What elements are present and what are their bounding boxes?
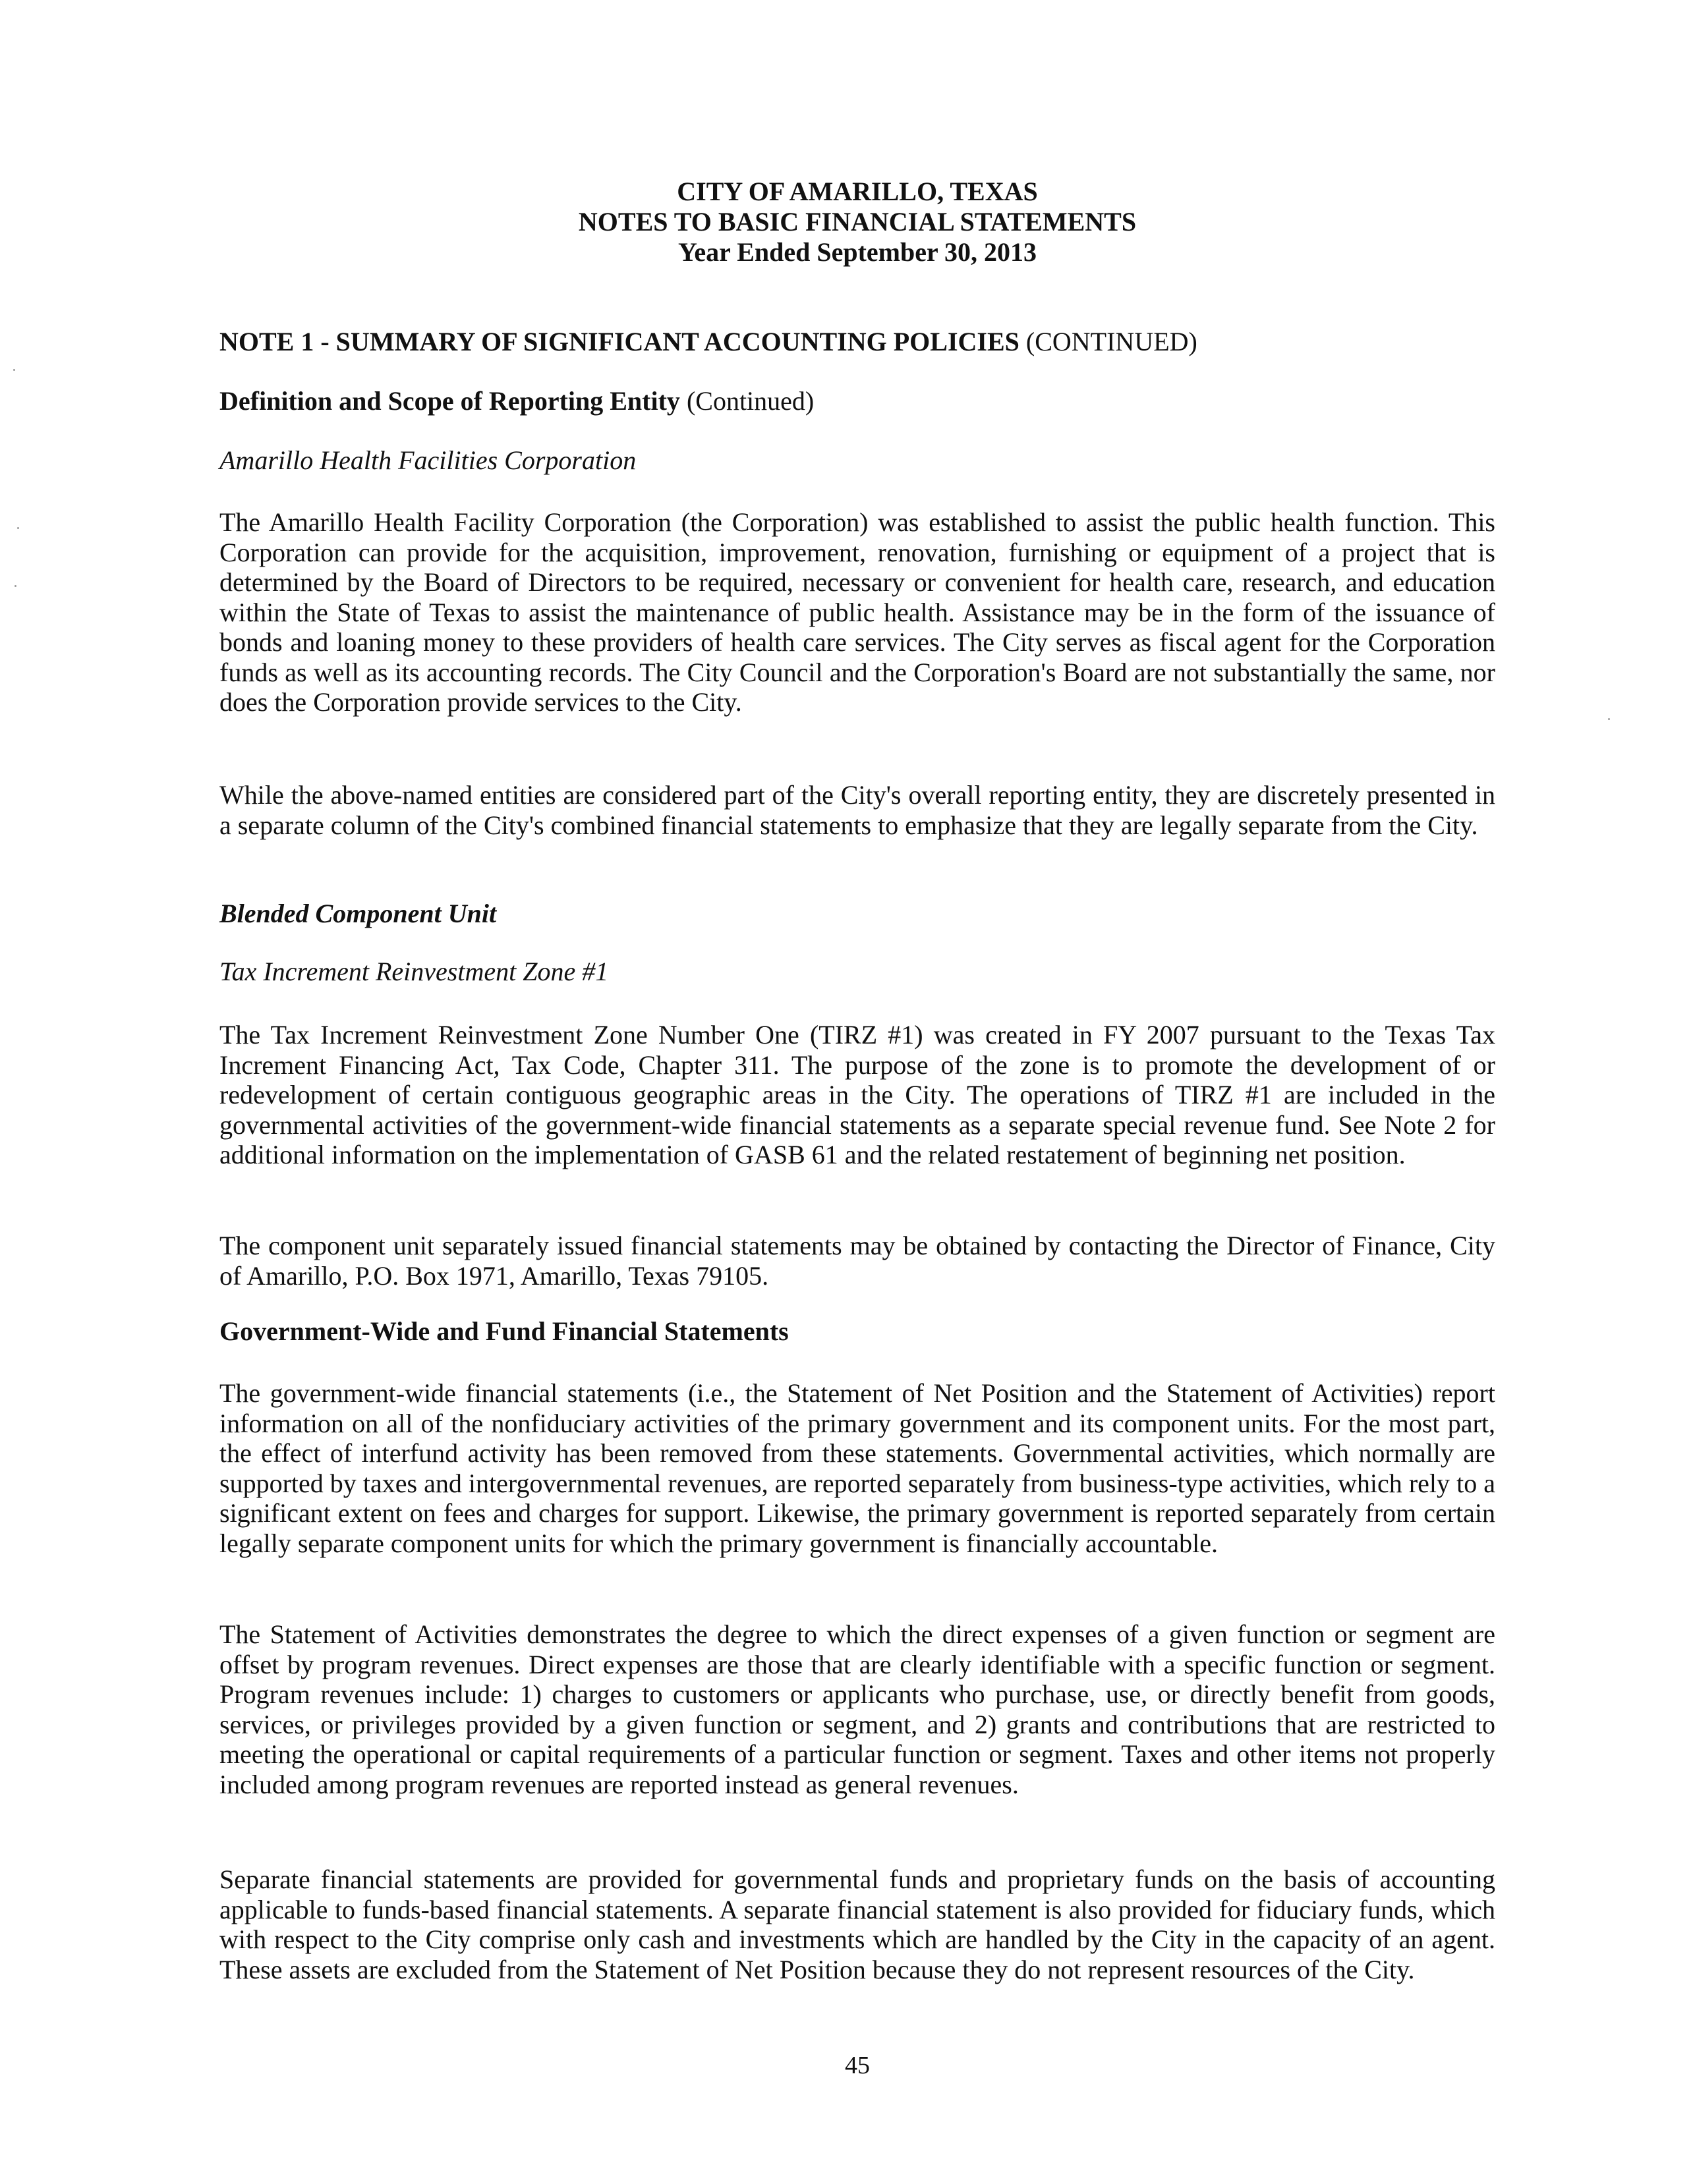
paragraph-separate-statements: Separate financial statements are provided for governmental funds and proprietary funds on the basis of accounting applicable to funds-based financial statements. A separate financial statement is also provided for fiduciary funds, which with respect to the City comprise only cash and investments which are handled by the City in the capacity of an agent. These assets are excluded from the Statement of Net Position because they do not represent resources of the City. <box>219 1864 1495 1984</box>
paragraph-tirz: The Tax Increment Reinvestment Zone Number One (TIRZ #1) was created in FY 2007 pursuant to the Texas Tax Increment Financing Act, Tax Code, Chapter 311. The purpose of the zone is to promote the development of or redevelopment of certain contiguous geographic areas in the City. The operations of TIRZ #1 are included in the governmental activities of the government-wide financial statements as a separate special revenue fund. See Note 2 for additional information on the implementation of GASB 61 and the related restatement of beginning net position. <box>219 1020 1495 1169</box>
definition-heading-continued: (Continued) <box>686 386 815 416</box>
scan-speck <box>1608 718 1610 720</box>
tirz-heading: Tax Increment Reinvestment Zone #1 <box>219 957 609 986</box>
definition-heading <box>219 386 814 416</box>
note-title-continued: (CONTINUED) <box>1025 327 1197 356</box>
note-title <box>219 327 1197 357</box>
blended-component-heading: Blended Component Unit <box>219 899 497 928</box>
header-notes: NOTES TO BASIC FINANCIAL STATEMENTS <box>578 207 1137 237</box>
government-wide-heading-bold: Government-Wide and Fund Financial Statements <box>219 1316 789 1346</box>
paragraph-government-wide: The government-wide financial statements (i.e., the Statement of Net Position and the Statement of Activities) report information on all of the nonfiduciary activities of the primary government and its component units. For the most part, the effect of interfund activity has been removed from these statements. Governmental activities, which normally are supported by taxes and intergovernmental revenues, are reported separately from business-type activities, which rely to a significant extent on fees and charges for support. Likewise, the primary government is reported separately from certain legally separate component units for which the primary government is financially accountable. <box>219 1378 1495 1558</box>
scan-speck <box>14 585 16 587</box>
document-header <box>219 177 1495 267</box>
paragraph-discrete-presentation: While the above-named entities are considered part of the City's overall reporting entity, they are discretely presented in a separate column of the City's combined financial statements to emphasize that they are legally separate from the City. <box>219 780 1495 840</box>
government-wide-heading <box>219 1316 789 1347</box>
header-city: CITY OF AMARILLO, TEXAS <box>677 177 1038 206</box>
scan-speck <box>13 369 15 371</box>
note-title-bold: NOTE 1 - SUMMARY OF SIGNIFICANT ACCOUNTING POLICIES <box>219 327 1019 356</box>
definition-heading-bold: Definition and Scope of Reporting Entity <box>219 386 680 416</box>
paragraph-component-unit-statements: The component unit separately issued financial statements may be obtained by contacting the Director of Finance, City of Amarillo, P.O. Box 1971, Amarillo, Texas 79105. <box>219 1231 1495 1291</box>
paragraph-health-corporation: The Amarillo Health Facility Corporation (the Corporation) was established to assist the public health function. This Corporation can provide for the acquisition, improvement, renovation, furnishing or equipment of a project that is determined by the Board of Directors to be required, necessary or convenient for health care, research, and education within the State of Texas to assist the maintenance of public health. Assistance may be in the form of the issuance of bonds and loaning money to these providers of health care services. The City serves as fiscal agent for the Corporation funds as well as its accounting records. The City Council and the Corporation's Board are not substantially the same, nor does the Corporation provide services to the City. <box>219 507 1495 717</box>
scan-speck <box>17 527 19 529</box>
amarillo-health-heading: Amarillo Health Facilities Corporation <box>219 445 637 475</box>
paragraph-statement-of-activities: The Statement of Activities demonstrates the degree to which the direct expenses of a given function or segment are offset by program revenues. Direct expenses are those that are clearly identifiable with a specific function or segment. Program revenues include: 1) charges to customers or applicants who purchase, use, or directly benefit from goods, services, or privileges provided by a given function or segment, and 2) grants and contributions that are restricted to meeting the operational or capital requirements of a particular function or segment. Taxes and other items not properly included among program revenues are reported instead as general revenues. <box>219 1619 1495 1799</box>
header-year: Year Ended September 30, 2013 <box>677 237 1037 267</box>
page-number: 45 <box>845 2052 870 2079</box>
